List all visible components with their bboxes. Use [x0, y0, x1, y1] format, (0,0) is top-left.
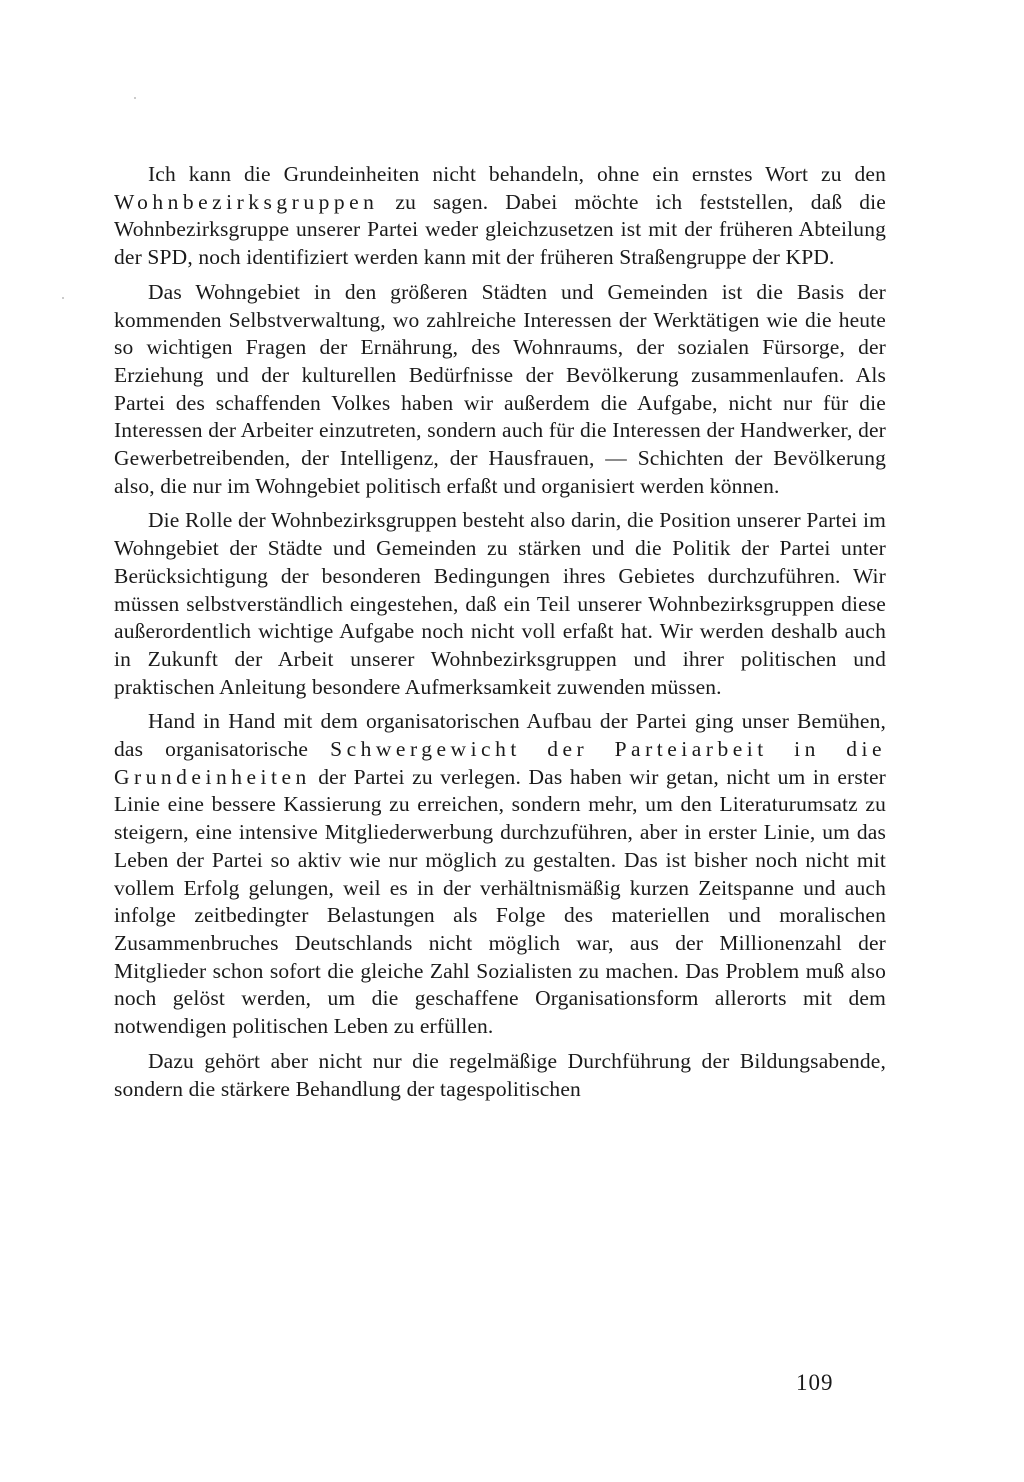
- paragraph-1-text-a: Ich kann die Grundeinheiten nicht behandeln, ohne ein ernstes Wort zu den: [148, 162, 886, 186]
- paragraph-3-text: Die Rolle der Wohnbezirksgruppen besteht also darin, die Position unserer Partei im Wohngebiet der Städte und Gemeinden zu stärken und die Politik der Partei unter Berücksichtigung der besonderen Bedingungen ihres Gebietes durchzuführen. Wir müssen selbstverständlich eingestehen, daß ein Teil unserer Wohnbezirksgruppen diese außerordentlich wichtige Aufgabe noch nicht voll erfaßt hat. Wir werden deshalb auch in Zukunft der Arbeit unserer Wohnbezirksgruppen und ihrer politischen und praktischen Anleitung besondere Aufmerksamkeit zuwenden müssen.: [114, 508, 886, 699]
- paragraph-5-text: Dazu gehört aber nicht nur die regelmäßige Durchführung der Bildungsabende, sondern die stärkere Behandlung der tagespolitischen: [114, 1048, 886, 1101]
- paragraph-4: [114, 708, 886, 1040]
- paragraph-4-text-b: der Partei zu verlegen. Das haben wir getan, nicht um in erster Linie eine bessere Kassierung zu erreichen, sondern mehr, um den Literaturumsatz zu steigern, eine intensive Mitgliederwerbung durchzuführen, aber in erster Linie, um das Leben der Partei so aktiv wie nur möglich zu gestalten. Das ist bisher noch nicht mit vollem Erfolg gelungen, weil es in der verhältnismäßig kurzen Zeitspanne und auch infolge zeitbedingter Belastungen als Folge des materiellen und moralischen Zusammenbruches Deutschlands nicht möglich war, aus der Millionenzahl der Mitglieder schon sofort die gleiche Zahl Sozialisten zu machen. Das Problem muß also noch gelöst werden, um die geschaffene Organisationsform allerorts mit dem notwendigen politischen Leben zu erfüllen.: [114, 764, 886, 1039]
- paragraph-1: [114, 161, 886, 272]
- paragraph-2: [114, 279, 886, 501]
- paragraph-5: [114, 1048, 886, 1103]
- paragraph-2-text: Das Wohngebiet in den größeren Städten und Gemeinden ist die Basis der kommenden Selbstverwaltung, wo zahlreiche Interessen der Werktätigen wie die heute so wichtigen Fragen der Ernährung, des Wohnraums, der sozialen Fürsorge, der Erziehung und der kulturellen Bedürfnisse der Bevölkerung zusammenlaufen. Als Partei des schaffenden Volkes haben wir außerdem die Aufgabe, nicht nur für die Interessen der Arbeiter einzutreten, sondern auch für die Interessen der Handwerker, der Gewerbetreibenden, der Intelligenz, der Hausfrauen, — Schichten der Bevölkerung also, die nur im Wohngebiet politisch erfaßt und organisiert werden können.: [114, 279, 886, 498]
- paragraph-1-text-b: zu sagen. Dabei möchte ich feststellen, daß die Wohnbezirksgruppe unserer Partei weder gleichzusetzen ist mit der früheren Abteilung der SPD, noch identifiziert werden kann mit der früheren Straßengruppe der KPD.: [114, 189, 886, 270]
- paper-speck: [62, 297, 64, 299]
- paragraph-4-emphasis: Schwergewicht der Parteiarbeit in die Grundeinheiten: [114, 737, 886, 789]
- paragraph-4-text-a: Hand in Hand mit dem organisatorischen Aufbau der Partei ging unser Bemühen, das organisatorische: [114, 709, 886, 762]
- paper-speck: [134, 97, 136, 99]
- paragraph-3: [114, 507, 886, 701]
- paragraph-1-emphasis: Wohnbezirksgruppen: [114, 189, 379, 214]
- page-number: 109: [796, 1370, 834, 1395]
- body-text: [114, 161, 886, 1110]
